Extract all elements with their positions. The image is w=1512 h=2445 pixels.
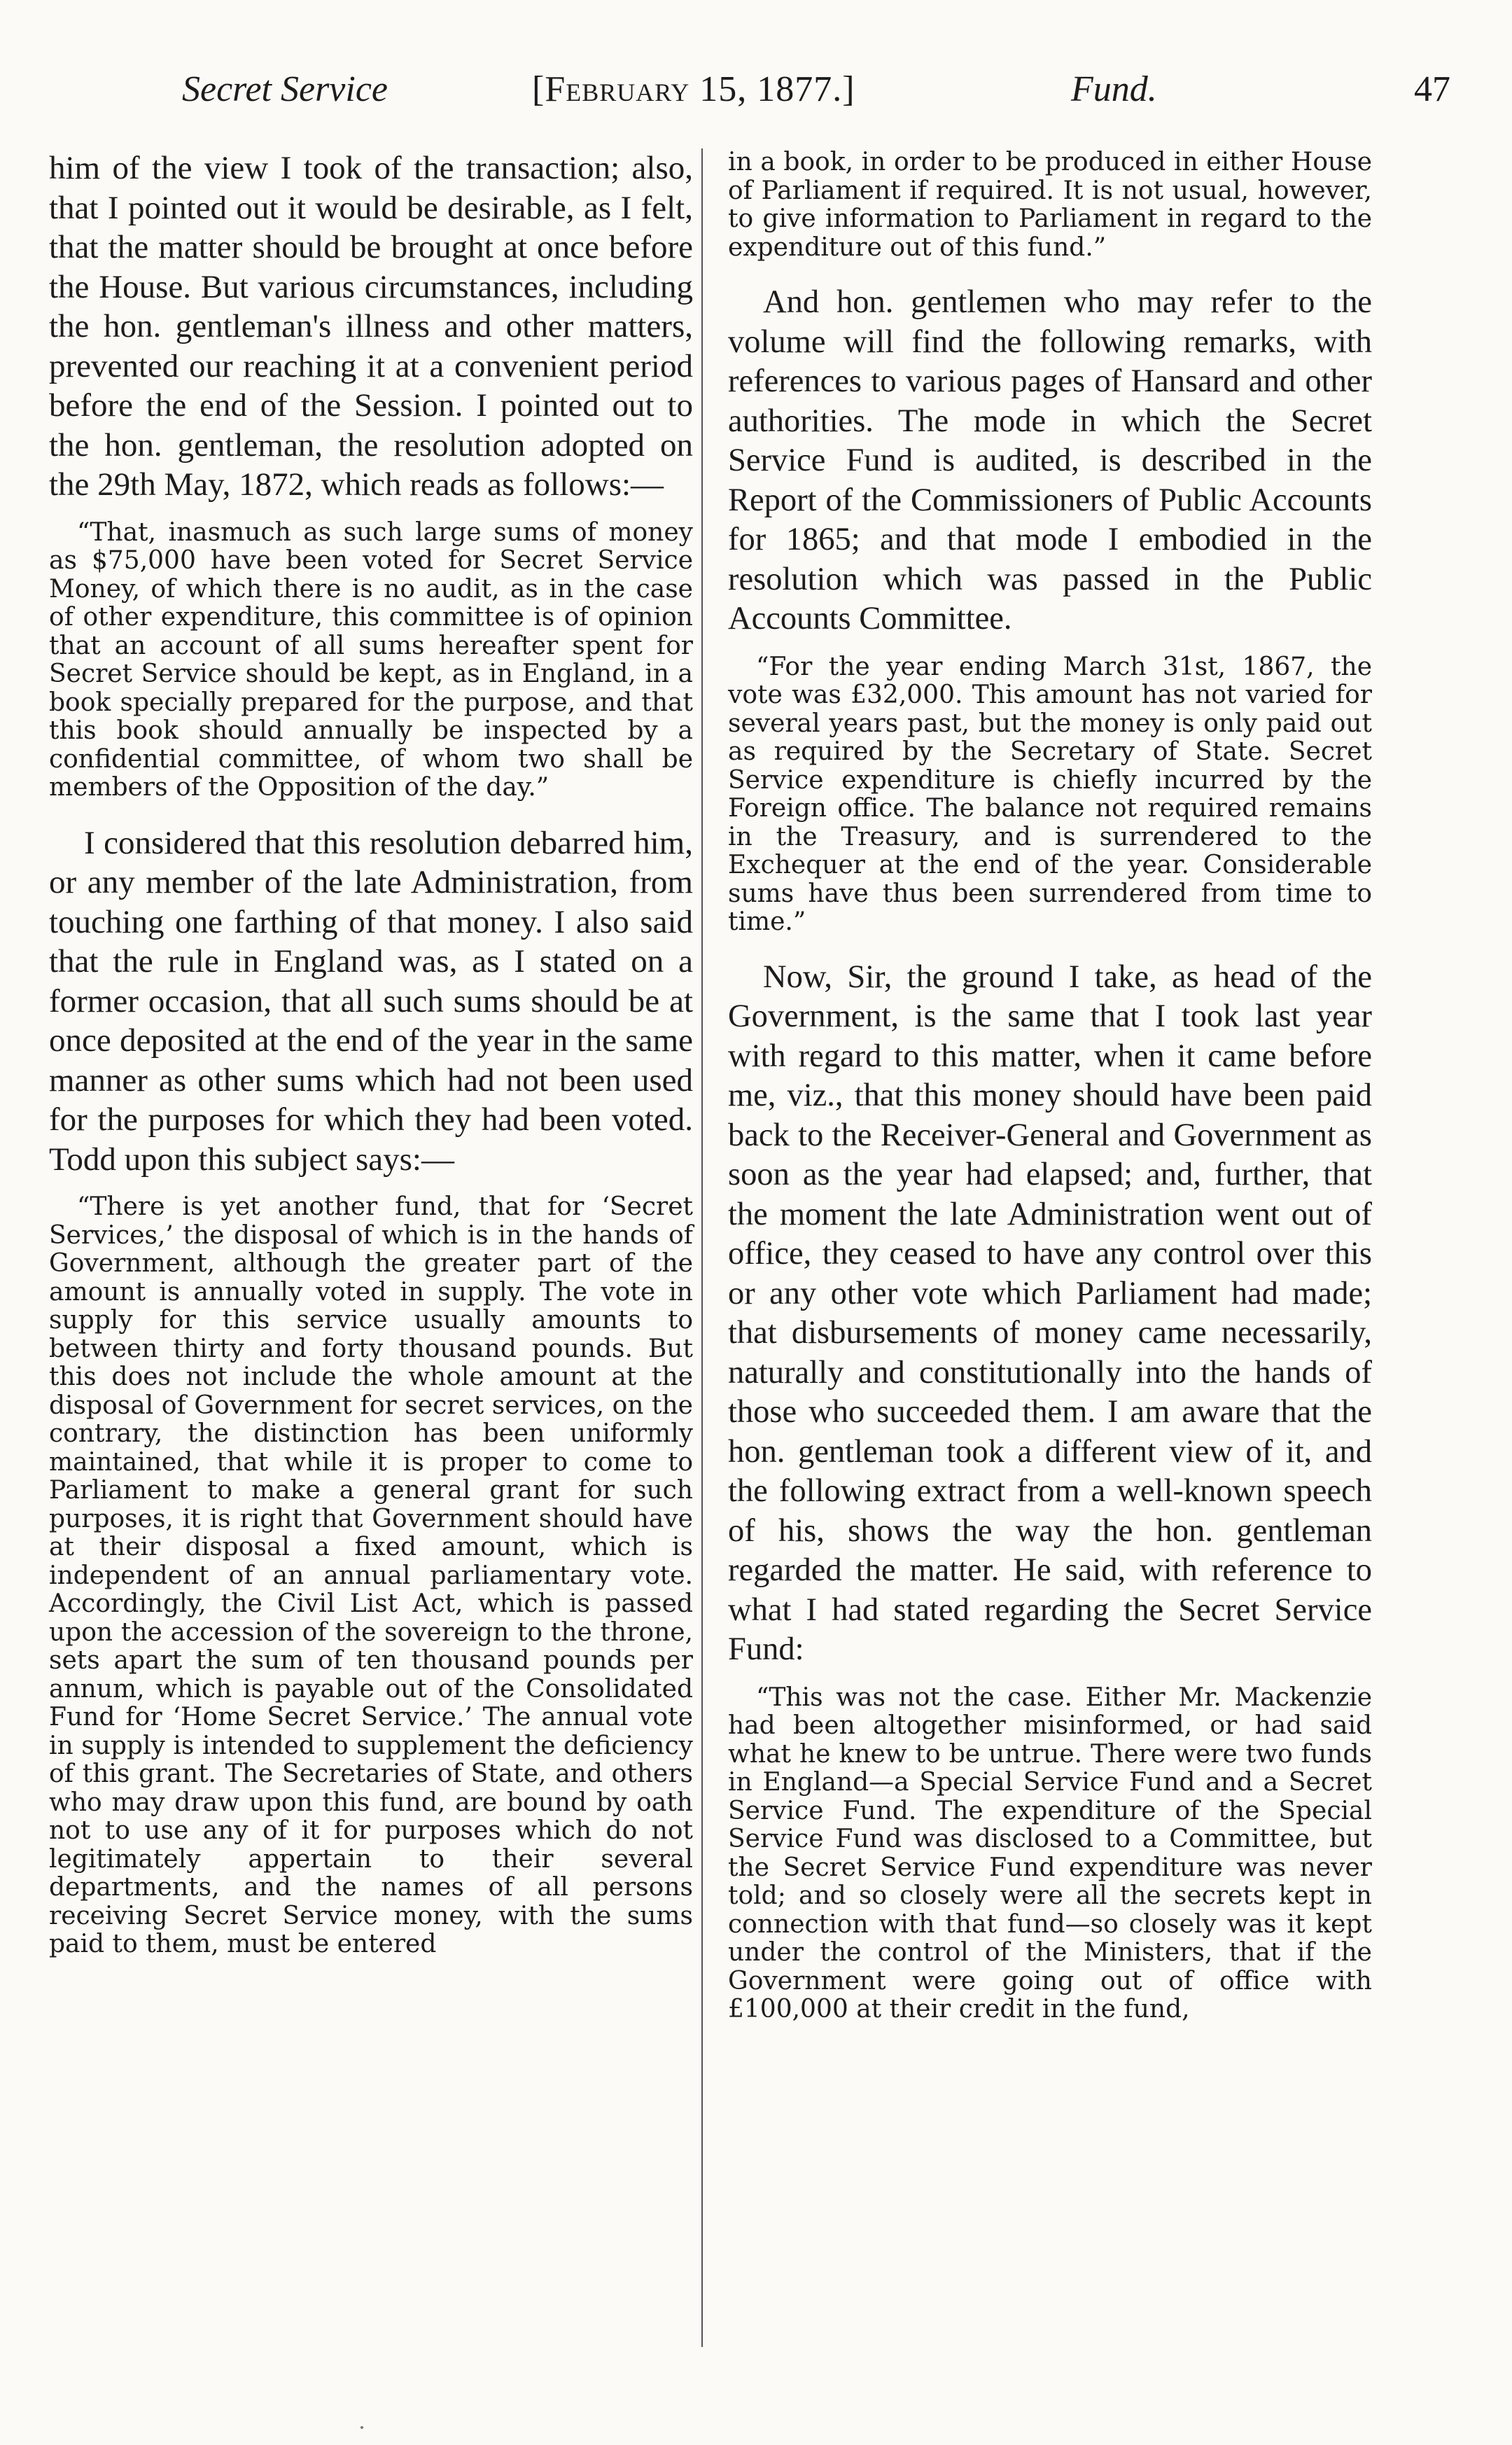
- paragraph: I considered that this resolution debarred him, or any member of the late Administration, from touching one farthing of that money. I also said that the rule in England was, as I stated on a former occasion, that all such sums should be at once deposited at the end of the year in the same manner as other sums which had not been used for the purposes for which they had been voted. Todd upon this subject says:—: [49, 824, 693, 1178]
- page-number: 47: [1414, 69, 1450, 109]
- paragraph: And hon. gentlemen who may refer to the volume will find the following remarks, with references to various pages of Hansard and other authorities. The mode in which the Secret Service Fund is audited, is described in the Report of the Commissioners of Public Accounts for 1865; and that mode I embodied in the resolution which was passed in the Public Accounts Committee.: [728, 284, 1372, 636]
- running-head-date: [February 15, 1877.]: [532, 69, 855, 109]
- left-column: [49, 148, 693, 1980]
- right-column: [728, 148, 1372, 2045]
- quoted-resolution: “That, inasmuch as such large sums of money as $75,000 have been voted for Secret Service Money, of which there is no audit, as in the case of other expenditure, this committee is of opinion that an account of all sums hereafter spent for Secret Service should be kept, as in England, in a book specially prepared for the purpose, and that this book should annually be inspected by a confidential committee, of whom two shall be members of the Opposition of the day.”: [49, 517, 693, 802]
- quoted-passage: “For the year ending March 31st, 1867, the vote was £32,000. This amount has not varied for several years past, but the money is only paid out as required by the Secretary of State. Secret Service expenditure is chiefly incurred by the Foreign office. The balance not required remains in the Treasury, and is surrendered to the Exchequer at the end of the year. Considerable sums have thus been surrendered from time to time.”: [728, 652, 1372, 936]
- paragraph: him of the view I took of the transaction; also, that I pointed out it would be desirable, as I felt, that the matter should be brought at once before the House. But various circumstances, including the hon. gentleman's illness and other matters, prevented our reaching it at a convenient period before the end of the Session. I pointed out to the hon. gentleman, the resolution adopted on the 29th May, 1872, which reads as follows:—: [49, 150, 693, 503]
- running-head-right: Fund.: [1071, 69, 1157, 109]
- quoted-passage-continued: in a book, in order to be produced in either House of Parliament if required. It is not usual, however, to give information to Parliament in regard to the expenditure out of this fund.”: [728, 148, 1372, 262]
- quoted-passage: “There is yet another fund, that for ‘Secret Services,’ the disposal of which is in the hands of Government, although the greater part of the amount is annually voted in supply. The vote in supply for this service usually amounts to between thirty and forty thousand pounds. But this does not include the whole amount at the disposal of Government for secret services, on the contrary, the distinction has been uniformly maintained, that while it is proper to come to Parliament to make a general grant for such purposes, it is right that Government should have at their disposal a fixed amount, which is independent of an annual parliamentary vote. Accordingly, the Civil List Act, which is passed upon the accession of the sovereign to the throne, sets apart the sum of ten thousand pounds per annum, which is payable out of the Consolidated Fund for ‘Home Secret Service.’ The annual vote in supply is intended to supplement the deficiency of this grant. The Secretaries of State, and others who may draw upon this fund, are bound by oath not to use any of it for purposes which do not legitimately appertain to their several departments, and the names of all persons receiving Secret Service money, with the sums paid to them, must be entered: [49, 1192, 693, 1958]
- quoted-speech: “This was not the case. Either Mr. Mackenzie had been altogether misinformed, or had said what he knew to be untrue. There were two funds in England—a Special Service Fund and a Secret Service Fund. The expenditure of the Special Service Fund was disclosed to a Committee, but the Secret Service Fund expenditure was never told; and so closely were all the secrets kept in connection with that fund—so closely was it kept under the control of the Ministers, that if the Government were going out of office with £100,000 at their credit in the fund,: [728, 1683, 1372, 2023]
- column-divider: [701, 148, 703, 2347]
- page-header: [49, 69, 1463, 118]
- paragraph: Now, Sir, the ground I take, as head of the Government, is the same that I took last year with regard to this matter, when it came before me, viz., that this money should have been paid back to the Receiver-General and Government as soon as the year had elapsed; and, further, that the moment the late Administration went out of office, they ceased to have any control over this or any other vote which Parliament had made; that disbursements of money came necessarily, naturally and constitutionally into the hands of those who succeeded them. I am aware that the hon. gentleman took a different view of it, and the following extract from a well-known speech of his, shows the way the hon. gentleman regarded the matter. He said, with reference to what I had stated regarding the Secret Service Fund:: [728, 959, 1372, 1667]
- running-head-left: Secret Service: [182, 69, 388, 109]
- page-speck: [360, 2426, 363, 2429]
